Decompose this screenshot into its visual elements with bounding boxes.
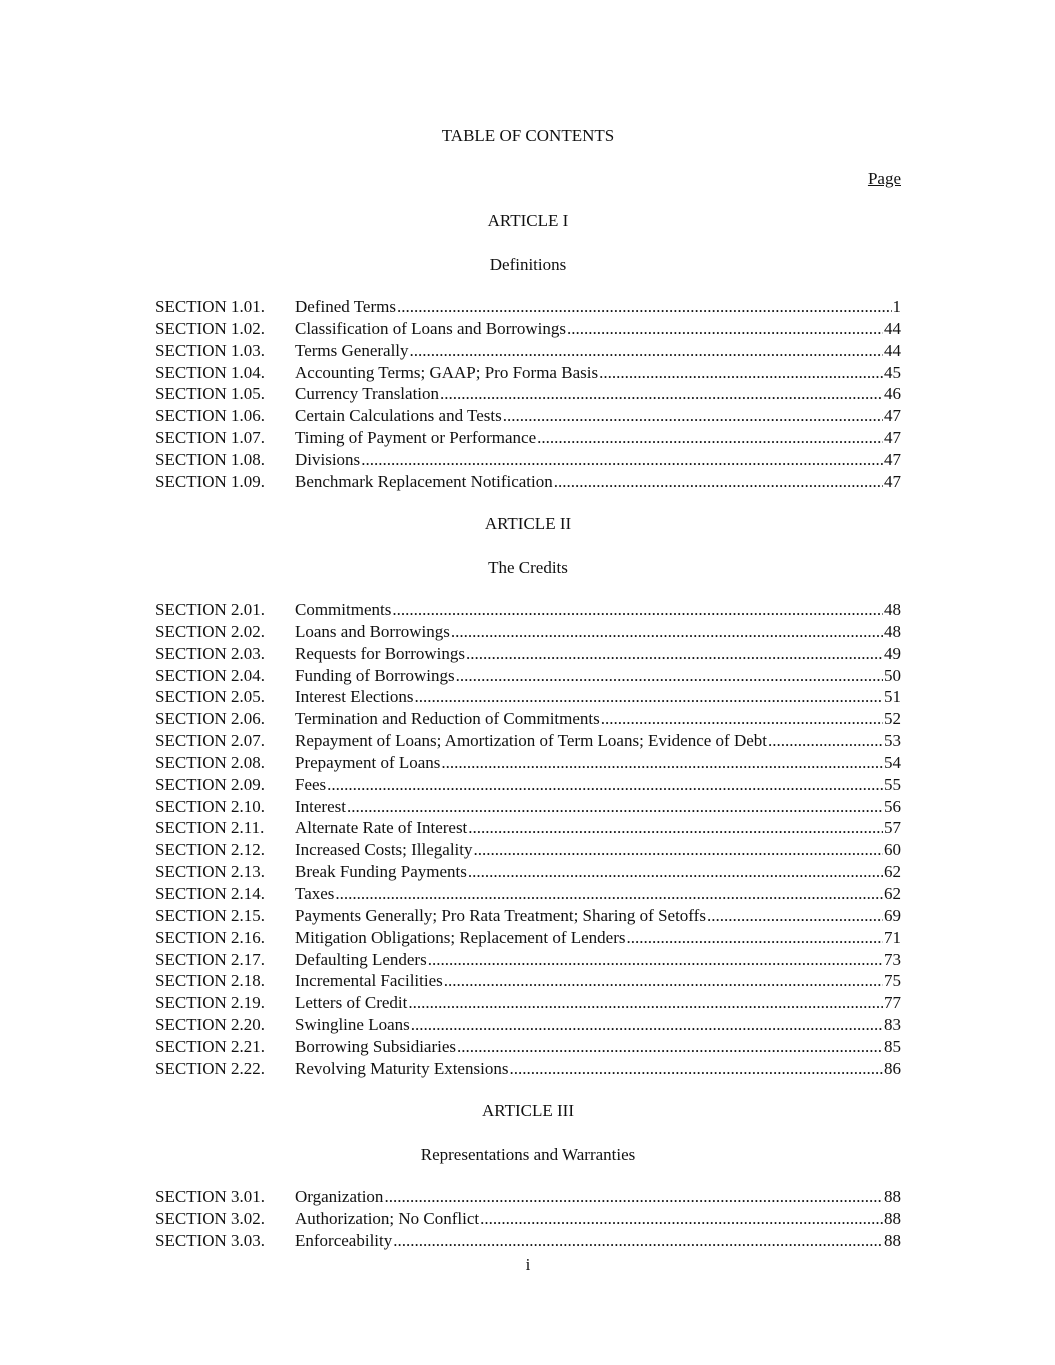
- section-title: Organization: [295, 1187, 384, 1206]
- section-title: Swingline Loans: [295, 1015, 410, 1035]
- section-page-number: 49: [884, 643, 901, 663]
- section-title: Defaulting Lenders: [295, 949, 427, 969]
- section-number: SECTION 2.03.: [155, 643, 266, 663]
- section-page-number: 55: [884, 774, 901, 794]
- section-title: Revolving Maturity Extensions: [295, 1058, 509, 1078]
- section-entry: [295, 471, 901, 493]
- section-page-number: 60: [884, 840, 901, 860]
- section-title: Prepayment of Loans: [295, 752, 441, 772]
- section-title: Classification of Loans and Borrowings: [295, 318, 567, 338]
- dot-leader: [626, 927, 883, 949]
- section-title: Fees: [295, 774, 327, 794]
- toc-entry[interactable]: [155, 1230, 901, 1252]
- toc-entry[interactable]: [155, 1186, 901, 1208]
- section-page-number: 88: [884, 1230, 901, 1250]
- dot-leader: [466, 643, 883, 665]
- section-page-number: 47: [884, 471, 901, 491]
- section-list: [155, 599, 901, 1080]
- section-title: Benchmark Replacement Notification: [295, 471, 553, 491]
- section-number: SECTION 2.04.: [155, 665, 266, 685]
- section-page-number: 71: [884, 927, 901, 947]
- section-page-number: 44: [884, 318, 901, 338]
- toc-entry[interactable]: [155, 449, 901, 471]
- section-entry: [295, 686, 901, 708]
- section-number: SECTION 2.20.: [155, 1015, 266, 1035]
- section-page-number: 88: [884, 1187, 901, 1206]
- toc-entry[interactable]: [155, 340, 901, 362]
- section-entry: [295, 905, 901, 927]
- dot-leader: [468, 861, 883, 883]
- section-number: SECTION 3.03.: [155, 1230, 266, 1250]
- section-number: SECTION 2.21.: [155, 1036, 266, 1056]
- toc-entry[interactable]: [155, 927, 901, 949]
- section-title: Authorization; No Conflict: [295, 1208, 480, 1228]
- dot-leader: [347, 796, 883, 818]
- section-title: Currency Translation: [295, 384, 440, 404]
- section-entry: [295, 643, 901, 665]
- dot-leader: [599, 362, 883, 384]
- dot-leader: [392, 599, 883, 621]
- section-number: SECTION 1.05.: [155, 384, 266, 404]
- section-entry: [295, 405, 901, 427]
- section-page-number: 56: [884, 796, 901, 816]
- article-heading: Representations and Warranties: [420, 1145, 636, 1164]
- toc-entry[interactable]: [155, 362, 901, 384]
- section-page-number: 77: [884, 993, 901, 1013]
- toc-entry[interactable]: [155, 383, 901, 405]
- section-number: SECTION 2.02.: [155, 621, 266, 641]
- section-number: SECTION 2.12.: [155, 840, 266, 860]
- section-entry: [295, 383, 901, 405]
- toc-entry[interactable]: [155, 643, 901, 665]
- toc-entry[interactable]: [155, 774, 901, 796]
- dot-leader: [397, 296, 892, 318]
- section-number: SECTION 1.06.: [155, 406, 266, 426]
- section-entry: [295, 1014, 901, 1036]
- section-page-number: 83: [884, 1015, 901, 1035]
- article-title: ARTICLE I: [487, 211, 569, 230]
- section-page-number: 51: [884, 687, 901, 707]
- section-page-number: 48: [884, 600, 901, 619]
- section-page-number: 46: [884, 384, 901, 404]
- section-title: Payments Generally; Pro Rata Treatment; Sharing of Setoffs: [295, 905, 706, 925]
- section-entry: [295, 927, 901, 949]
- section-entry: [295, 992, 901, 1014]
- dot-leader: [384, 1186, 883, 1208]
- section-page-number: 1: [892, 297, 901, 316]
- section-number: SECTION 2.08.: [155, 752, 266, 772]
- toc-entry[interactable]: [155, 796, 901, 818]
- section-entry: [295, 449, 901, 471]
- toc-entry[interactable]: [155, 318, 901, 340]
- page-column-label: Page: [867, 169, 901, 188]
- section-number: SECTION 1.08.: [155, 449, 266, 469]
- section-title: Increased Costs; Illegality: [295, 840, 473, 860]
- toc-entry[interactable]: [155, 708, 901, 730]
- section-page-number: 44: [884, 340, 901, 360]
- section-entry: [295, 796, 901, 818]
- section-title: Repayment of Loans; Amortization of Term Loans; Evidence of Debt: [295, 731, 768, 751]
- section-entry: [295, 839, 901, 861]
- section-page-number: 45: [884, 362, 901, 382]
- section-number: SECTION 2.11.: [155, 818, 265, 838]
- section-entry: [295, 318, 901, 340]
- section-number: SECTION 1.09.: [155, 471, 266, 491]
- dot-leader: [537, 427, 883, 449]
- section-number: SECTION 3.01.: [155, 1187, 266, 1206]
- section-entry: [295, 708, 901, 730]
- section-entry: [295, 730, 901, 752]
- toc-entry[interactable]: [155, 883, 901, 905]
- section-title: Certain Calculations and Tests: [295, 406, 502, 426]
- section-title: Interest: [295, 796, 346, 816]
- dot-leader: [457, 1036, 883, 1058]
- section-title: Alternate Rate of Interest: [295, 818, 468, 838]
- footer-page-number: i: [525, 1255, 531, 1274]
- section-page-number: 53: [884, 731, 901, 751]
- section-title: Commitments: [295, 600, 392, 619]
- dot-leader: [456, 665, 883, 687]
- dot-leader: [411, 1014, 883, 1036]
- toc-entry[interactable]: [155, 1014, 901, 1036]
- dot-leader: [554, 471, 883, 493]
- toc-title: TABLE OF CONTENTS: [441, 126, 615, 145]
- section-page-number: 47: [884, 406, 901, 426]
- dot-leader: [707, 905, 883, 927]
- section-entry: [295, 883, 901, 905]
- section-number: SECTION 1.03.: [155, 340, 266, 360]
- dot-leader: [327, 774, 883, 796]
- dot-leader: [444, 970, 883, 992]
- article-title: ARTICLE III: [482, 1101, 574, 1120]
- section-page-number: 88: [884, 1208, 901, 1228]
- section-entry: [295, 1230, 901, 1252]
- section-number: SECTION 2.07.: [155, 731, 266, 751]
- article-heading: The Credits: [488, 558, 568, 577]
- section-number: SECTION 2.16.: [155, 927, 266, 947]
- section-title: Borrowing Subsidiaries: [295, 1036, 457, 1056]
- toc-entry[interactable]: [155, 621, 901, 643]
- toc-entry[interactable]: [155, 1058, 901, 1080]
- toc-entry[interactable]: [155, 839, 901, 861]
- dot-leader: [408, 992, 883, 1014]
- toc-entry[interactable]: [155, 970, 901, 992]
- section-title: Funding of Borrowings: [295, 665, 455, 685]
- dot-leader: [393, 1230, 883, 1252]
- dot-leader: [428, 949, 883, 971]
- article-heading: Definitions: [489, 255, 567, 274]
- dot-leader: [601, 708, 883, 730]
- toc-entry[interactable]: [155, 471, 901, 493]
- section-number: SECTION 1.02.: [155, 318, 266, 338]
- section-page-number: 85: [884, 1036, 901, 1056]
- section-title: Requests for Borrowings: [295, 643, 465, 663]
- section-entry: [295, 296, 901, 318]
- dot-leader: [451, 621, 883, 643]
- section-entry: [295, 665, 901, 687]
- section-page-number: 48: [884, 621, 901, 641]
- section-title: Terms Generally: [295, 340, 409, 360]
- dot-leader: [410, 340, 883, 362]
- section-list: [155, 1186, 901, 1252]
- toc-entry[interactable]: [155, 296, 901, 318]
- dot-leader: [361, 449, 883, 471]
- section-entry: [295, 362, 901, 384]
- section-number: SECTION 2.13.: [155, 862, 266, 882]
- section-entry: [295, 1208, 901, 1230]
- toc-entry[interactable]: [155, 686, 901, 708]
- toc-entry[interactable]: [155, 949, 901, 971]
- dot-leader: [503, 405, 883, 427]
- dot-leader: [415, 686, 884, 708]
- toc-entry[interactable]: [155, 992, 901, 1014]
- dot-leader: [335, 883, 883, 905]
- section-entry: [295, 970, 901, 992]
- section-entry: [295, 1186, 901, 1208]
- section-number: SECTION 2.01.: [155, 600, 266, 619]
- toc-entry[interactable]: [155, 1036, 901, 1058]
- toc-entry[interactable]: [155, 599, 901, 621]
- section-page-number: 69: [884, 905, 901, 925]
- section-number: SECTION 2.09.: [155, 774, 266, 794]
- section-title: Defined Terms: [295, 297, 396, 316]
- section-number: SECTION 2.18.: [155, 971, 266, 991]
- section-page-number: 57: [884, 818, 901, 838]
- section-title: Taxes: [295, 883, 335, 903]
- section-number: SECTION 2.06.: [155, 709, 266, 729]
- section-title: Letters of Credit: [295, 993, 408, 1013]
- section-number: SECTION 2.22.: [155, 1058, 266, 1078]
- section-number: SECTION 2.19.: [155, 993, 266, 1013]
- section-entry: [295, 599, 901, 621]
- section-title: Divisions: [295, 449, 361, 469]
- section-page-number: 73: [884, 949, 901, 969]
- section-entry: [295, 340, 901, 362]
- dot-leader: [509, 1058, 883, 1080]
- section-page-number: 86: [884, 1058, 901, 1078]
- dot-leader: [480, 1208, 883, 1230]
- section-entry: [295, 1058, 901, 1080]
- section-number: SECTION 3.02.: [155, 1208, 266, 1228]
- section-entry: [295, 817, 901, 839]
- dot-leader: [474, 839, 883, 861]
- section-entry: [295, 949, 901, 971]
- section-number: SECTION 1.01.: [155, 297, 266, 316]
- section-title: Accounting Terms; GAAP; Pro Forma Basis: [295, 362, 599, 382]
- section-entry: [295, 752, 901, 774]
- section-page-number: 62: [884, 862, 901, 882]
- article-title: ARTICLE II: [484, 514, 572, 533]
- section-title: Timing of Payment or Performance: [295, 428, 537, 448]
- dot-leader: [468, 817, 883, 839]
- dot-leader: [441, 752, 883, 774]
- section-title: Interest Elections: [295, 687, 414, 707]
- section-page-number: 47: [884, 449, 901, 469]
- section-entry: [295, 1036, 901, 1058]
- toc-entry[interactable]: [155, 427, 901, 449]
- dot-leader: [567, 318, 883, 340]
- section-number: SECTION 2.17.: [155, 949, 266, 969]
- section-page-number: 62: [884, 883, 901, 903]
- toc-entry[interactable]: [155, 905, 901, 927]
- section-entry: [295, 861, 901, 883]
- toc-entry[interactable]: [155, 752, 901, 774]
- section-number: SECTION 2.05.: [155, 687, 266, 707]
- section-title: Mitigation Obligations; Replacement of Lenders: [295, 927, 626, 947]
- section-page-number: 75: [884, 971, 901, 991]
- section-title: Termination and Reduction of Commitments: [295, 709, 600, 729]
- dot-leader: [440, 383, 883, 405]
- section-page-number: 52: [884, 709, 901, 729]
- section-number: SECTION 2.14.: [155, 883, 266, 903]
- dot-leader: [768, 730, 883, 752]
- section-list: [155, 296, 901, 493]
- section-number: SECTION 1.07.: [155, 428, 266, 448]
- section-number: SECTION 1.04.: [155, 362, 266, 382]
- section-number: SECTION 2.10.: [155, 796, 266, 816]
- section-title: Break Funding Payments: [295, 862, 467, 882]
- section-page-number: 47: [884, 428, 901, 448]
- toc-entry[interactable]: [155, 665, 901, 687]
- section-title: Incremental Facilities: [295, 971, 443, 991]
- toc-entry[interactable]: [155, 861, 901, 883]
- section-page-number: 54: [884, 752, 901, 772]
- toc-entry[interactable]: [155, 1208, 901, 1230]
- section-entry: [295, 621, 901, 643]
- section-entry: [295, 427, 901, 449]
- section-title: Enforceability: [295, 1230, 393, 1250]
- section-page-number: 50: [884, 665, 901, 685]
- toc-entry[interactable]: [155, 730, 901, 752]
- section-entry: [295, 774, 901, 796]
- section-number: SECTION 2.15.: [155, 905, 266, 925]
- toc-entry[interactable]: [155, 405, 901, 427]
- section-title: Loans and Borrowings: [295, 621, 450, 641]
- toc-entry[interactable]: [155, 817, 901, 839]
